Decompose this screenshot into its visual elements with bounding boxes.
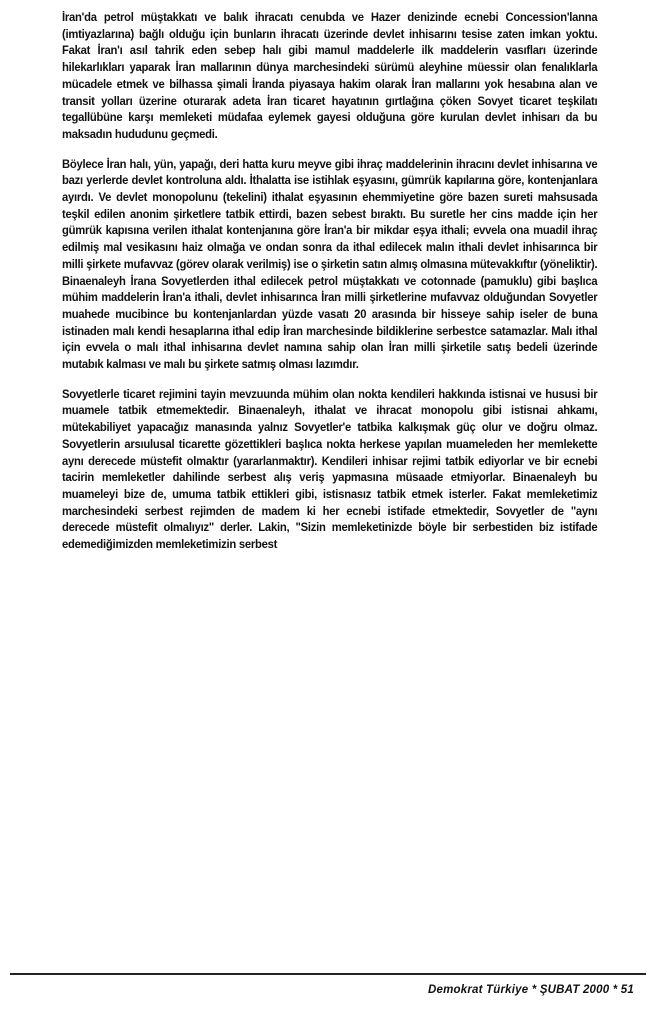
article-body bbox=[62, 10, 597, 554]
page-footer: Demokrat Türkiye * ŞUBAT 2000 * 51 bbox=[427, 984, 634, 996]
article-paragraph-2: Böylece İran halı, yün, yapağı, deri hatta kuru meyve gibi ihraç maddelerinin ihracını devlet inhisarına ve bazı yerlerde devlet kontroluna aldı. İthalatta ise istihlak eşyasını, gümrük kapılarına göre, kontenjanlara ayırdı. Ve devlet monopolunu (tekelini) ithalat eşyasının ehemmiyetine göre bazen sureti mahsusada teşkil edilen anonim şirketlere tatbik ettirdi, bazen sebest bıraktı. Bu suretle her cins madde için her gümrük kapısına verilen ithalat kontenjanına göre İran'a bir mikdar eşya ithali; evvela ona muadil ihraç edilmiş mal vesikasını haiz olmağa ve ondan sonra da ithal edilecek malın ithali devlet inhisarınca bir milli şirkete mufavvaz (görev olarak verilmiş) ise o şirketin satın almış olmasına mütevakkıftır (yöneliktir). Binaenaleyh İrana Sovyetlerden ithal edilecek petrol müştakkatı ve cotonnade (pamuklu) gibi başlıca mühim maddelerin İran'a ithali, devlet inhisarınca İran milli şirketlerine mufavvaz olduğundan Sovyetler muahede mucibince bu kontenjanlardan yüzde vasatı 20 arasında bir hisseye sahip iseler de buna istinaden malı kendi hesaplarına ithal edip İran marchesinde bildiklerine serbestce satamazlar. Malı ithal için evvela o malı ithal inhisarına devlet namına sahip olan İran milli şirketile satış bedeli üzerinde mutabık kalması ve malı bu şirkete satmış olması lazımdır. bbox=[62, 157, 598, 372]
footer-divider bbox=[10, 973, 646, 975]
article-paragraph-1: İran'da petrol müştakkatı ve balık ihracatı cenubda ve Hazer denizinde ecnebi Concession'lanna (imtiyazlarına) bağlı olduğu için bunların ihracatı üzerinde devlet inhisarını tesise zaten imkan yoktu. Fakat İran'ı asıl tahrik eden sebep halı gibi mamul maddelerle ilk maddelerin vasıfları üzerinde hilekarlıkları yaparak İran mallarının dünya marchesindeki sürümü aleyhine müessir olan fenalıklarla mücadele etmek ve bilhassa şimali İranda piyasaya hakim olarak İran mallarını yok hesabına alan ve transit yolları üzerine oturarak adeta İran ticaret hayatının gırtlağına çöken Sovyet ticaret teşkilatı tegallübüne karşı memleketi müdafaa eylemek gayesi olduğuna göre kurulan devlet inhisarı da bu maksadın hududunu geçmedi. bbox=[62, 11, 598, 141]
article-paragraph-3: Sovyetlerle ticaret rejimini tayin mevzuunda mühim olan nokta kendileri hakkında istisnai ve hususi bir muamele tatbik etmemektedir. Binaenaleyh, ithalat ve ihracat monopolu gibi istisnai ahkamı, mütekabiliyet yapacağız manasında yalnız Sovyetler'e tatbika kalkışmak güç olur ve doğru olmaz. Sovyetlerin arsıulusal ticarette gözettikleri başlıca nokta herkese yapılan muameleden her memlekette aynı derecede müstefit olmaktır (yararlanmaktır). Kendileri inhisar rejimi tatbik ediyorlar ve bir ecnebi tacirin memleketler dahilinde serbest alış veriş yapmasına müsaade etmiyorlar. Binaenaleyh bu muameleyi bize de, umuma tatbik ettikleri gibi, istisnasız tatbik etmek isterler. Fakat memleketimiz marchesindeki serbest rejimden de madem ki her ecnebi istifade etmektedir, Sovyetler de "aynı derecede müstefit olmalıyız" derler. Lakin, "Sizin memleketinizde böyle bir serbestiden biz istifade edemediğimizden memleketimizin serbest bbox=[62, 387, 598, 552]
